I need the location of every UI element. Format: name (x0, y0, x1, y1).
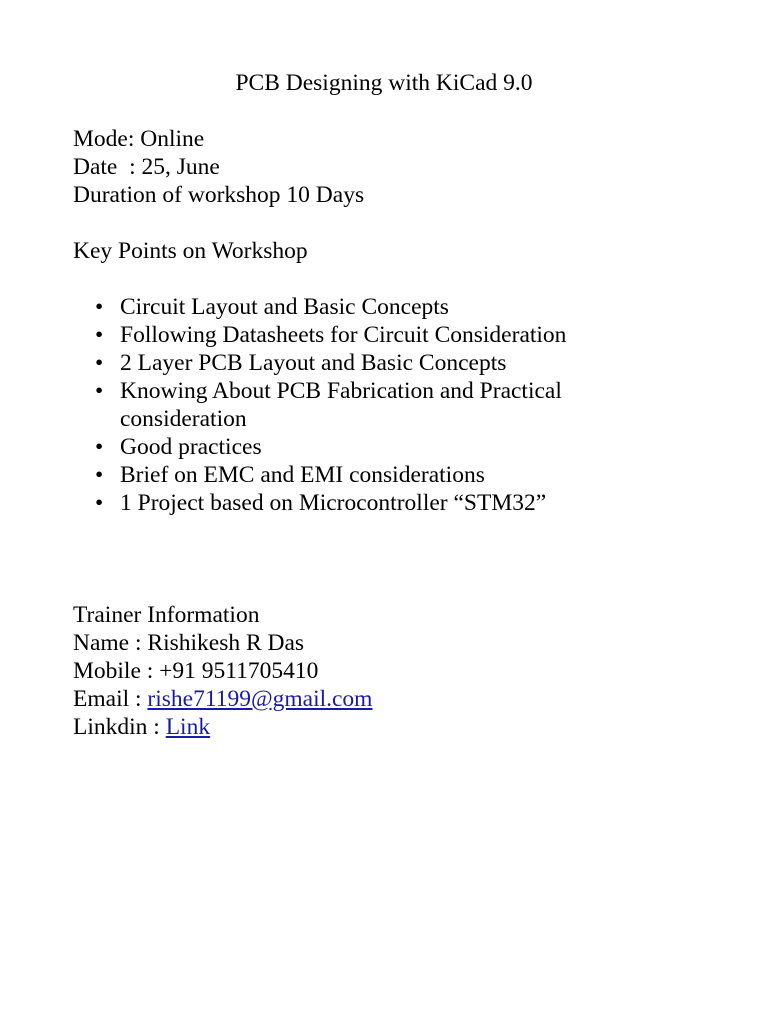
linkedin-label: Linkdin : (73, 714, 166, 740)
bullet-icon: • (95, 294, 104, 320)
mode-line: Mode: Online (73, 126, 205, 152)
trainer-linkedin-row (73, 713, 372, 741)
list-item (73, 377, 633, 433)
email-label: Email : (73, 686, 148, 712)
trainer-info (73, 601, 372, 741)
list-item-text: Brief on EMC and EMI considerations (120, 462, 485, 488)
bullet-icon: • (95, 434, 104, 460)
duration-line: Duration of workshop 10 Days (73, 182, 365, 208)
list-item (73, 321, 633, 349)
list-item (73, 293, 633, 321)
list-item (73, 433, 633, 461)
list-item-text: Following Datasheets for Circuit Consideration (120, 322, 567, 348)
list-item-text: Good practices (120, 434, 262, 460)
list-item (73, 349, 633, 377)
list-item-text: 2 Layer PCB Layout and Basic Concepts (120, 350, 507, 376)
document-title: PCB Designing with KiCad 9.0 (235, 70, 533, 96)
key-points-heading: Key Points on Workshop (73, 238, 308, 264)
date-line: Date : 25, June (73, 154, 220, 180)
trainer-mobile: Mobile : +91 9511705410 (73, 658, 319, 684)
list-item-text: Circuit Layout and Basic Concepts (120, 294, 449, 320)
email-link[interactable]: rishe71199@gmail.com (147, 686, 373, 712)
list-item-text: Knowing About PCB Fabrication and Practical consideration (120, 378, 562, 432)
list-item (73, 461, 633, 489)
bullet-icon: • (95, 462, 104, 488)
bullet-icon: • (95, 490, 104, 516)
trainer-heading: Trainer Information (73, 602, 260, 628)
bullet-icon: • (95, 322, 104, 348)
trainer-name: Name : Rishikesh R Das (73, 630, 305, 656)
bullet-icon: • (95, 350, 104, 376)
list-item-text: 1 Project based on Microcontroller “STM32” (120, 490, 547, 516)
list-item (73, 489, 633, 517)
workshop-details (73, 125, 364, 209)
bullet-icon: • (95, 378, 104, 404)
key-points-list (73, 293, 633, 517)
linkedin-link[interactable]: Link (165, 714, 211, 740)
trainer-email-row (73, 685, 372, 713)
